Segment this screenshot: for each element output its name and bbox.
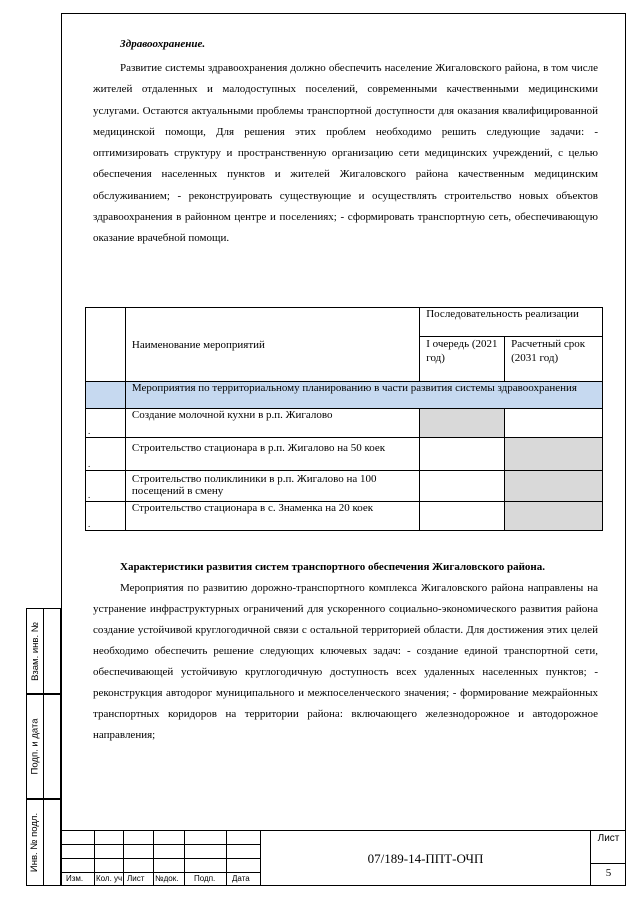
table-cell-phase1 bbox=[420, 438, 505, 471]
table-row bbox=[86, 438, 603, 471]
table-cell-phase1 bbox=[420, 502, 505, 531]
title-block-label: Дата bbox=[232, 874, 250, 883]
table-row-name: Строительство поликлиники в р.п. Жигалово на 100 посещений в смену bbox=[125, 471, 419, 502]
side-stamp bbox=[26, 608, 61, 886]
section-transport bbox=[93, 557, 598, 746]
measures-table bbox=[85, 307, 603, 531]
table-row-name: Строительство стационара в р.п. Жигалово на 50 коек bbox=[125, 438, 419, 471]
sheet-label: Лист bbox=[597, 833, 620, 844]
table-header-num bbox=[86, 308, 126, 382]
document-code: 07/189-14-ППТ-ОЧП bbox=[261, 830, 590, 886]
table-header-name: Наименование мероприятий bbox=[125, 308, 419, 382]
table-cell-estimated bbox=[505, 409, 603, 438]
table-cell bbox=[86, 382, 126, 409]
section-paragraph: Мероприятия по развитию дорожно-транспортного комплекса Жигаловского района направлены на устранение инфраструктурных ограничений для ускоренного социально-экономического развития района создание устойчивой круглогодичной связи с остальной территорией области. Для достижения этих целей необходимо обеспечить решение следующих ключевых задач: - создание единой транспортной сети, обеспечивающей устойчивую круглогодичную доступность всех удаленных населенных пунктов; - реконструкция автодорог муниципального и межпоселенческого значения; - формирование межрайонных транспортных коридоров на территории района: включающего железнодорожное и автодорожное направления; bbox=[93, 582, 598, 741]
sheet-number: 5 bbox=[591, 863, 626, 879]
table-row bbox=[86, 471, 603, 502]
section-heading: Здравоохранение. bbox=[120, 38, 206, 50]
table-header-row bbox=[86, 308, 603, 337]
side-stamp-label: Подп. и дата bbox=[29, 718, 41, 775]
side-stamp-signature bbox=[26, 694, 61, 799]
table-cell-phase1 bbox=[420, 409, 505, 438]
table-row-num: . bbox=[86, 409, 126, 438]
side-stamp-label: Взам. инв. № bbox=[29, 621, 41, 681]
sheet-box bbox=[590, 830, 626, 886]
title-block-label: Подп. bbox=[194, 874, 216, 883]
table-row-num: . bbox=[86, 438, 126, 471]
section-paragraph: Развитие системы здравоохранения должно обеспечить население Жигаловского района, в том числе жителей отдаленных и малодоступных поселений, современными качественными медицинскими услугами. Остаются актуальными проблемы транспортной доступности для оказания квалифицированной медицинской помощи, Для решения этих проблем необходимо решить следующие задачи: - оптимизировать структуру и пространственную организацию сети медицинских учреждений, с целью обеспечения населенных пунктов и жителей Жигаловского района качественным медицинским обслуживанием; - реконструировать существующие и осуществлять строительство новых объектов здравоохранения в районном центре и поселениях; - сформировать транспортную сеть, обеспечивающую оказание врачебной помощи. bbox=[93, 62, 598, 245]
side-stamp-inventory bbox=[26, 799, 61, 886]
table-cell-estimated bbox=[505, 471, 603, 502]
table-header-phase1: I очередь (2021 год) bbox=[420, 337, 505, 382]
table-row-num: . bbox=[86, 502, 126, 531]
side-stamp-label: Инв. № подл. bbox=[29, 812, 41, 873]
title-block bbox=[61, 830, 626, 886]
table-row-name: Строительство стационара в с. Знаменка на 20 коек bbox=[125, 502, 419, 531]
section-heading: Характеристики развития систем транспортного обеспечения Жигаловского района. bbox=[120, 561, 546, 573]
table-cell-estimated bbox=[505, 502, 603, 531]
table-row bbox=[86, 502, 603, 531]
table-header-estimated: Расчетный срок (2031 год) bbox=[505, 337, 603, 382]
title-block-label: Кол. уч bbox=[96, 874, 123, 883]
side-stamp-replacement bbox=[26, 608, 61, 694]
title-block-grid bbox=[61, 830, 261, 886]
title-block-label: №док. bbox=[155, 874, 179, 883]
table-group-row bbox=[86, 382, 603, 409]
table-row-name: Создание молочной кухни в р.п. Жигалово bbox=[125, 409, 419, 438]
table-header-sequence: Последовательность реализации bbox=[420, 308, 603, 337]
table-row-num: . bbox=[86, 471, 126, 502]
table-group-label: Мероприятия по территориальному планированию в части развития системы здравоохранения bbox=[125, 382, 602, 409]
section-healthcare bbox=[93, 38, 598, 250]
table-cell-estimated bbox=[505, 438, 603, 471]
title-block-label: Изм. bbox=[66, 874, 84, 883]
table-row bbox=[86, 409, 603, 438]
table-cell-phase1 bbox=[420, 471, 505, 502]
title-block-label: Лист bbox=[127, 874, 145, 883]
